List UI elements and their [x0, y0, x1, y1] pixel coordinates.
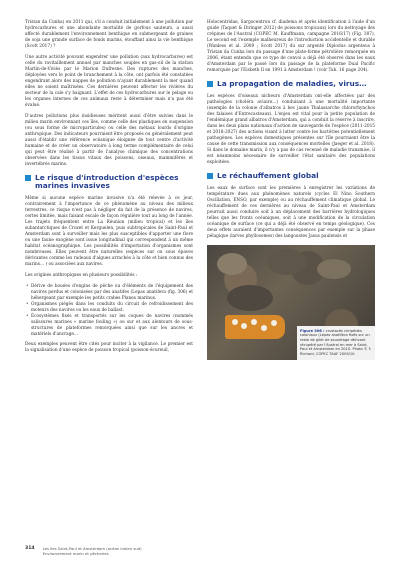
section-heading-invasive-species [25, 174, 193, 191]
rock-shape [317, 259, 351, 279]
section-heading-global-warming [207, 172, 375, 180]
bullet-list [25, 284, 193, 338]
barnacle-shape [232, 319, 238, 325]
heading-text: Le risque d'introduction d'espèces marines invasives [35, 173, 179, 191]
paragraph: Même si aucune espèce marine invasive n'a été relevée à ce jour, contrairement à l'importance de ce phénomène au niveau des milieux terrestres, ce risque n'est pas à négliger du fait de la présence de navires, certes limitée, mais faisant escale de façon régulière tout au long de l'année. Les trajets fréquentent entre La Réunion (milieu tropical) et les îles subantarctiques de Crozet et Kerguelen, puis subtropicales de Saint-Paul et Amsterdam sont à surveiller mais les plus susceptibles d'apporter une flore ou une faune exogène sont issue longitudinal qui correspondent à un même habitat océanographique. Les possibilités d'importation d'organismes sont nombreuses. Elles peuvent être naturelles (espèces sur ou sous épaves dérivantes comme les radeaux d'algues arrachés à la côte et bien connus des marins… ) ou associées aux navires. [25, 195, 193, 268]
page-number: 314 [25, 546, 35, 552]
heading-text: La propagation de maladies, virus… [217, 79, 367, 89]
paragraph: Tristan da Cunha) en 2011 qui, s'il a conduit initialement à une pollution par hydrocarbures et une abondante mortalité de gorfous sauteurs, a aussi affecté durablement l'environnement benthique en submergeant de graines de soja une grande surface de fonds marins, étouffant ainsi la vie benthique (Scott 2017) ? [25, 20, 193, 50]
heading-text: Le réchauffement global [217, 171, 319, 181]
barnacle-shape [261, 325, 267, 331]
page-footer [25, 547, 142, 557]
barnacle-shape [241, 323, 247, 329]
footer-line: Environnement marin et pêcheries [42, 551, 109, 557]
barnacle-shape [271, 320, 277, 326]
paragraph: Deux exemples peuvent être cités pour inciter à la vigilance. Le premier est la signalisation d'une espèce de poisson tropical (poisson-écureuil, [25, 341, 193, 353]
paragraph: Holocentridae, Sargocentron cf. diadema et après identification à l'aide d'un guide (Taquet & Diringer 2012) de poissons tropicaux) lors du nettoyage des crépines de l'Austral (COPEC M. Kauffmann, campagne 2016/17) (Fig. 307). Le second est l'exemple malheureux de l'introduction accidentelle et durable (Wanless et al. 2009 ; Scott 2017) du sur argenté Diplodus argenteus à Tristan da Cunha lors du passage d'une plate-forme pétrolière remorquée en 2006, étant entendu que ce type de convoi a déjà été observé dans les eaux d'Amsterdam par le passé lors du passage de la plateforme Dual Pacific remorquée par l'Eisbeth Il en 1991 à Amsterdam ! (voir Tab. 16 page 204). [207, 20, 375, 74]
right-column [207, 20, 375, 360]
section-heading-diseases [207, 80, 375, 88]
list-item: • Écosystèmes fixés et transportés sur les coques de navires (nommés salissures marines « marine fouling ») ou sur et aux alentours de sous-structures de plateformes remorquées ainsi que sur les ancres et matériels d'ancrage… [31, 314, 193, 338]
list-item: • Dérive de bouées d'engins de pêche ou d'éléments de l'équipement des navires perdus et colonisées par des anatifes (Lepas anatifera (fig. 306) et hébergeant par exemple les petits crabes Planes marinus. [31, 284, 193, 302]
paragraph: Les espèces d'oiseaux nicheurs d'Amsterdam ont-elle affectées par des pathologies (choléra aviaire…) conduisant à une mortalité importante (exemple de la colonie d'albatros à bec jaune Thalassarche chlororhynchos des falaises d'Entrecasteaux). L'enjeu est vital pour la petite population de l'endémique grand albatros d'Amsterdam, qui a conduit la réserve à inscrire, dans les deux plans nationaux d'action de sauvegarde de l'espèce (2011-2015 et 2018-2027) des actions visant à lutter contre les bactéries potentiellement pathogènes. Les espèces domestiques présentes sur l'île pourraient être la cause de cette transmission aux conséquences mortelles (Jaeger et al. 2018). Si dans le domaine marin, il n'y a pas de cas recensé de maladie transmise, il est néanmoins nécessaire de surveiller l'état sanitaire des populations exploitées. [207, 93, 375, 166]
paragraph: D'autres pollutions plus insidieuses méritent aussi d'être suivies dans le milieu marin environnant ces îles, comme celle des plastiques en suspension (ou sous forme de microparticules) ou celle des métaux lourds d'origine anthropique. Des indicateurs pourraient être proposés ou généralement peut aussi d'établir une référence océanique éloignée de tout centre d'activité humaine et de créer un observatoire à long terme complémentaire de celui qui peut être réalisé à partir de l'analyse chimique des concentrations observées dans les tissus vitaux des poissons, oiseaux, mammifères et invertébrés marins. [25, 113, 193, 168]
rock-shape [267, 249, 307, 275]
paragraph: Une autre activité pouvant engendrer une pollution (aux hydrocarbures) est celle du ravitaillement annuel par manches souples en gas-oil de la station Martin-de-Viviès par le Marion Dufresne. Des ruptures des manches, déployées vers le point de branchement à la côte, ont parfois été constatées engendrant alors des nappes de pollution n'ayant durablement la mer quand elles ne soient maîtrisées. Ces dernières peuvent affecter les rivières du secteur de la cale s'y baignant. L'effet de ces hydrocarbures sur le pelage ou les organes internes de ces animaux reste à déterminer mais n'a pas été évalué. [25, 54, 193, 109]
figure-credit: Photo © F. Richard, COPEC TAAF 2009/10. [300, 347, 372, 357]
figure-caption [297, 326, 375, 360]
rock-shape [217, 253, 247, 275]
heading-square-icon [207, 173, 213, 179]
heading-square-icon [25, 175, 31, 181]
footer-title [43, 547, 142, 557]
heading-square-icon [207, 81, 213, 87]
barnacle-shape [251, 319, 257, 325]
figure-photo-barnacles [207, 245, 375, 360]
footer-line: Les îles Saint-Paul et Amsterdam (océan Indien sud) [42, 546, 142, 552]
figure-label: Figure 306 : [300, 328, 325, 333]
list-item: • Organismes piégés dans les conduits du circuit de refroidissement des moteurs des navires ou les eaux de ballast. [31, 302, 193, 314]
paragraph: Les origines anthropiques en plusieurs possibilités : [25, 272, 138, 278]
paragraph: Les eaux de surface sont les premières à enregistrer les variations de température dues aux phénomènes naturels (cycles El Nino Southern Oscillation, ENSO, par exemple) ou au réchauffement climatique global. Le réchauffement de ces dernières au niveau de Saint-Paul et Amsterdam pourrait aussi conduire soit à un déplacement des barrières hydrologiques telles que les fronts océaniques, soit à une modification de la circulation océanique de surface (ce qui a déjà été observé en temps géologique). Ces deux effets auraient d'importantes conséquences par exemple sur la phase pélagique (larves phyllosomes) des langoustes Jasus paulensis et [207, 185, 375, 240]
rock-shape [227, 285, 273, 311]
figure-caption-text: crustacés cirripèdes coloniaux (Lepas anatifera fixés sur un reste de gilet de sauvetage dérivant récupéré par l'Austral en mer à Saint-Paul et Amsterdam en 2010. [300, 328, 370, 352]
left-column [25, 20, 193, 359]
